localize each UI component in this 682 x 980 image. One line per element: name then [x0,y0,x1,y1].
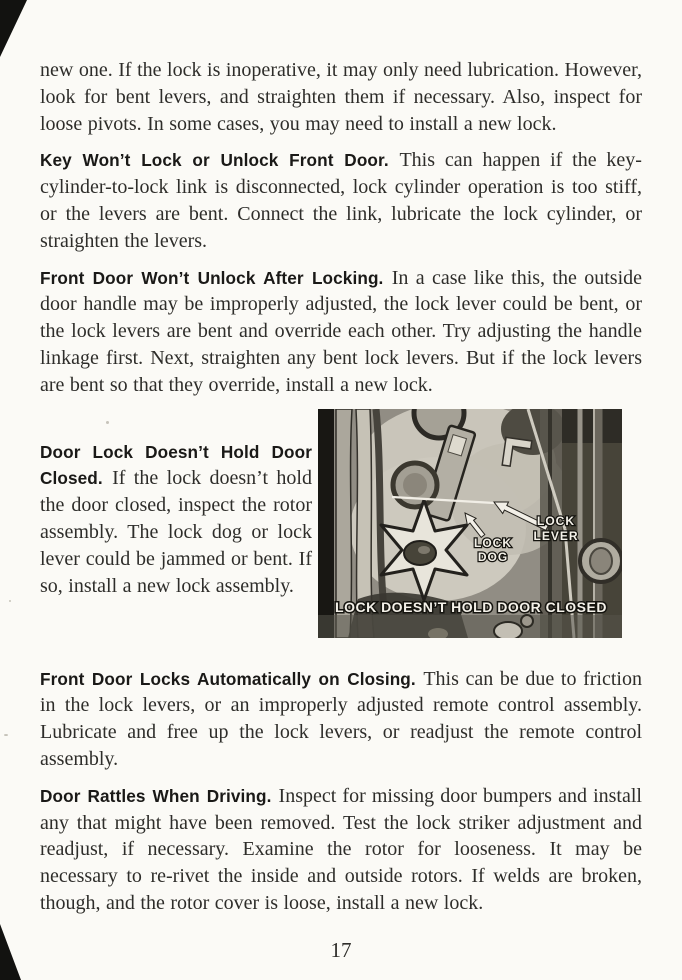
lock-lever-label-line2: LEVER [533,528,579,543]
lock-lever-label-line1: LOCK [537,513,575,528]
page-body [40,57,642,927]
section-heading-wont-unlock: Front Door Won’t Unlock After Locking. [40,267,384,288]
paragraph-text: Inspect for missing door bumpers and install any that might have been removed. Test the lock striker adjustment and readjust, if necessary. Examine the rotor for looseness. It may be necessary to re-rivet the inside and outside rotors. If welds are broken, though, and the rotor cover is loose, install a new lock. [40,784,642,914]
left-text-column [40,409,312,638]
lock-mechanism-photo [318,409,622,638]
page-number: 17 [330,938,352,962]
section-heading-locks-automatically: Front Door Locks Automatically on Closing. [40,668,416,689]
section-heading-key-wont-lock: Key Won’t Lock or Unlock Front Door. [40,150,389,171]
figure-and-text-row [40,409,642,638]
paragraph-locks-automatically [40,666,642,773]
paragraph-text: new one. If the lock is inoperative, it may only need lubrication. However, look for bent levers, and straighten them if necessary. Also, inspect for loose pivots. In some cases, you may need to install a new lock. [40,59,642,135]
lock-dog-label-line1: LOCK [474,535,512,550]
lock-mechanism-figure [318,409,622,638]
paragraph-lock-inoperative [40,57,642,137]
paragraph-text: This can happen if the key-cylinder-to-lock link is disconnected, lock cylinder operation is too stiff, or the levers are bent. Connect the link, lubricate the lock cylinder, or straighten the levers. [40,149,642,252]
scan-speck [4,734,8,736]
paragraph-wont-unlock-after-locking [40,265,642,399]
paragraph-door-rattles [40,783,642,917]
paragraph-text: If the lock doesn’t hold the door closed, inspect the rotor assembly. The lock dog or lock lever could be jammed or bent. If so, install a new lock assembly. [40,467,312,597]
paragraph-doesnt-hold-door [40,439,312,600]
scan-speck [9,600,11,602]
scan-corner-artifact-top-left [0,0,27,57]
paragraph-text: In a case like this, the outside door handle may be improperly adjusted, the lock lever could be bent, or the lock levers are bent and override each other. Try adjusting the handle linkage first. Next, straighten any bent lock levers. But if the lock levers are bent so that they override, install a new lock. [40,266,642,396]
paragraph-key-wont-lock [40,147,642,254]
section-heading-doesnt-hold-door: Door Lock Doesn’t Hold Door Closed. [40,441,312,489]
paragraph-text: This can be due to friction in the lock levers, or an improperly adjusted remote control assembly. Lubricate and free up the lock levers, or readjust the remote control assembly. [40,667,642,770]
figure-caption: LOCK DOESN’T HOLD DOOR CLOSED [335,598,607,615]
section-heading-door-rattles: Door Rattles When Driving. [40,785,272,806]
lock-dog-label-line2: DOG [477,549,509,564]
